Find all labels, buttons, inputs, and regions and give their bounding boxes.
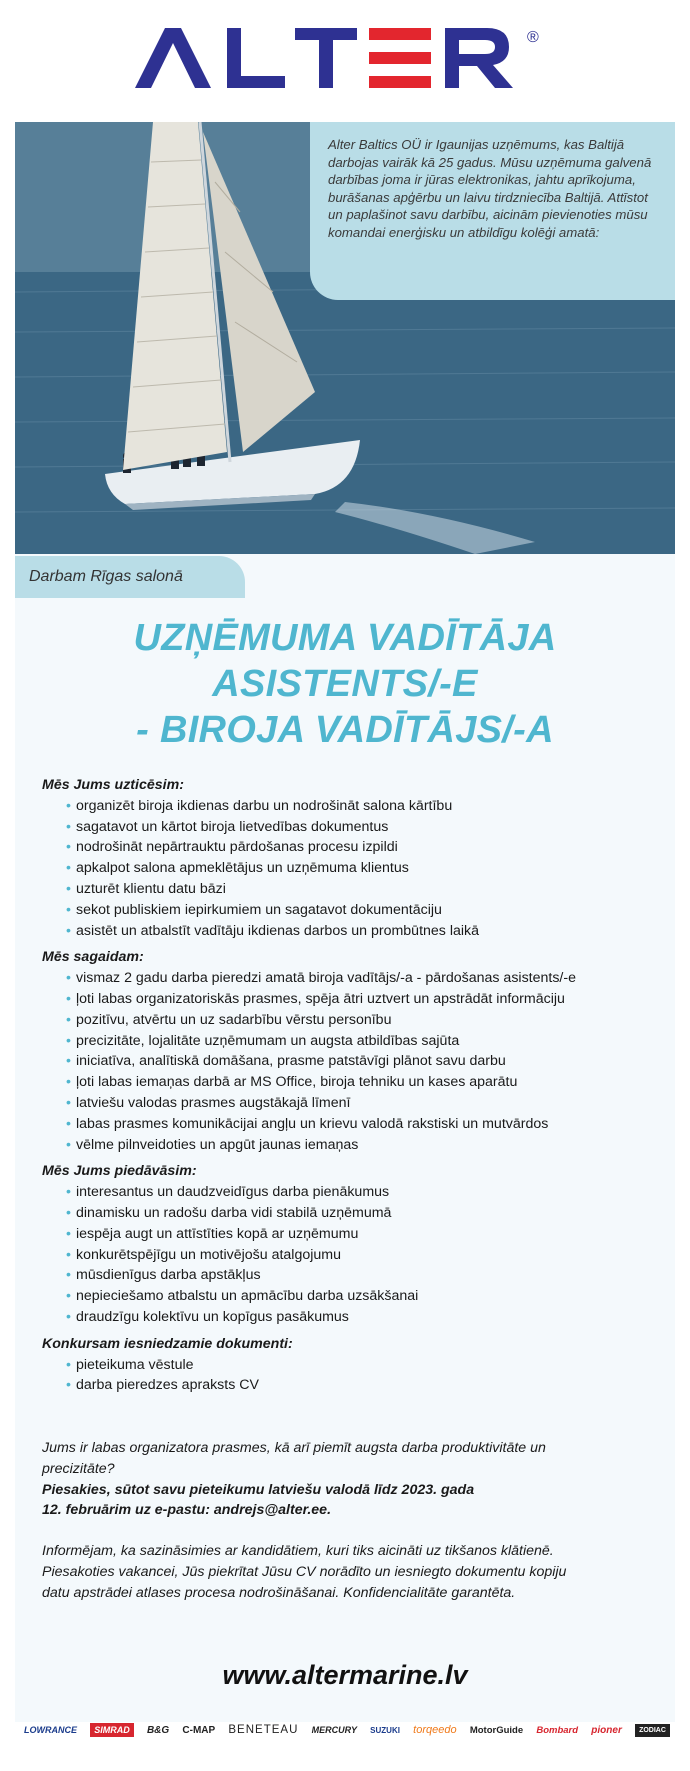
section-title: Konkursam iesniedzamie dokumenti:: [42, 1335, 293, 1352]
notice-line-1: Informējam, ka sazināsimies ar kandidātiem, kuri tiks aicināti uz tikšanos klātienē.: [42, 1543, 554, 1560]
section-title: Mēs sagaidam:: [42, 949, 144, 966]
list-item: • pieteikuma vēstule: [66, 1355, 662, 1376]
question-line-2: precizitāte?: [42, 1460, 115, 1477]
alter-logo: [0, 28, 690, 108]
job-title-line-1: UZŅĒMUMA VADĪTĀJA: [133, 617, 557, 659]
list-item: • draudzīgu kolektīvu un kopīgus pasākumus: [66, 1307, 662, 1328]
apply-line-1: Piesakies, sūtot savu pieteikumu latviešu valodā līdz 2023. gada: [42, 1481, 475, 1498]
list-item: • mūsdienīgus darba apstākļus: [66, 1265, 662, 1286]
list-item: • uzturēt klientu datu bāzi: [66, 879, 662, 900]
responsibilities-list: [42, 796, 662, 942]
list-item: • sekot publiskiem iepirkumiem un sagatavot dokumentāciju: [66, 900, 662, 921]
section-requirements: [42, 947, 662, 1155]
cmap-logo: C-MAP: [182, 1724, 216, 1736]
motorguide-logo: MotorGuide: [469, 1724, 524, 1736]
location-tag-label: Darbam Rīgas salonā: [29, 568, 183, 585]
section-offer: [42, 1161, 662, 1327]
list-item: • organizēt biroja ikdienas darbu un nodrošināt salona kārtību: [66, 796, 662, 817]
section-documents: [42, 1334, 662, 1396]
list-item: • labas prasmes komunikācijai angļu un krievu valodā rakstiski un mutvārdos: [66, 1114, 662, 1135]
closing-text: [42, 1438, 642, 1604]
list-item: • konkurētspējīgu un motivējošu atalgojumu: [66, 1245, 662, 1266]
list-item: • precizitāte, lojalitāte uzņēmumam un augsta atbildības sajūta: [66, 1031, 662, 1052]
job-description: [42, 775, 662, 1402]
list-item: • interesantus un daudzveidīgus darba pienākumus: [66, 1182, 662, 1203]
notice-line-3: datu apstrādei atlases procesa nodrošināšanai. Konfidencialitāte garantēta.: [42, 1584, 516, 1601]
notice-line-2: Piesakoties vakancei, Jūs piekrītat Jūsu CV norādīto un iesniegto dokumentu kopiju: [42, 1563, 567, 1580]
list-item: • vismaz 2 gadu darba pieredzi amatā biroja vadītājs/-a - pārdošanas asistents/-e: [66, 968, 662, 989]
list-item: • ļoti labas iemaņas darbā ar MS Office, biroja tehniku un kases aparātu: [66, 1072, 662, 1093]
job-title-line-2: ASISTENTS/-E: [212, 663, 478, 705]
intro-text: Alter Baltics OÜ ir Igaunijas uzņēmums, kas Baltijā darbojas vairāk kā 25 gadus. Mūsu uzņēmuma galvenā darbības joma ir jūras elektronikas, jahtu aprīkojuma, burāšanas apģērbu un laivu tirdzniecība Baltijā. Attīstot un paplašinot savu darbību, aicinām pievienoties mūsu komandai enerģisku un atbildīgu kolēģi amatā:: [328, 137, 652, 240]
list-item: • nepieciešamo atbalstu un apmācību darba uzsākšanai: [66, 1286, 662, 1307]
pioner-logo: pioner: [591, 1724, 622, 1736]
torqeedo-logo: torqeedo: [413, 1724, 457, 1736]
offer-list: [42, 1182, 662, 1328]
zodiac-logo: ZODIAC: [635, 1724, 670, 1737]
section-title: Mēs Jums piedāvāsim:: [42, 1163, 197, 1180]
requirements-list: [42, 968, 662, 1155]
suzuki-logo: SUZUKI: [370, 1725, 400, 1735]
section-responsibilities: [42, 775, 662, 941]
list-item: • sagatavot un kārtot biroja lietvedības dokumentus: [66, 817, 662, 838]
list-item: • nodrošināt nepārtrauktu pārdošanas procesu izpildi: [66, 837, 662, 858]
list-item: • vēlme pilnveidoties un apgūt jaunas iemaņas: [66, 1135, 662, 1156]
section-title: Mēs Jums uzticēsim:: [42, 777, 184, 793]
registered-mark: ®: [527, 29, 539, 46]
simrad-logo: SIMRAD: [90, 1723, 134, 1737]
job-title: [15, 615, 675, 753]
list-item: • darba pieredzes apraksts CV: [66, 1375, 662, 1396]
beneteau-logo: BENETEAU: [228, 1724, 299, 1736]
apply-line-2: 12. februārim uz e-pastu: andrejs@alter.ee.: [42, 1502, 332, 1519]
job-title-line-3: - BIROJA VADĪTĀJS/-A: [136, 709, 554, 751]
location-tag: [15, 556, 245, 598]
list-item: • dinamisku un radošu darba vidi stabilā uzņēmumā: [66, 1203, 662, 1224]
mercury-logo: MERCURY: [311, 1725, 357, 1735]
list-item: • iespēja augt un attīstīties kopā ar uzņēmumu: [66, 1224, 662, 1245]
documents-list: [42, 1355, 662, 1397]
bombard-logo: Bombard: [536, 1724, 579, 1736]
intro-box: [310, 122, 675, 300]
brand-logos: [24, 1716, 670, 1744]
list-item: • latviešu valodas prasmes augstākajā līmenī: [66, 1093, 662, 1114]
website-link[interactable]: www.altermarine.lv: [222, 1660, 468, 1690]
lowrance-logo: LOWRANCE: [24, 1725, 77, 1735]
list-item: • pozitīvu, atvērtu un uz sadarbību vērstu personību: [66, 1010, 662, 1031]
list-item: • apkalpot salona apmeklētājus un uzņēmuma klientus: [66, 858, 662, 879]
question-line-1: Jums ir labas organizatora prasmes, kā arī piemīt augsta darba produktivitāte un: [42, 1440, 546, 1456]
bandg-logo: B&G: [146, 1724, 170, 1736]
list-item: • ļoti labas organizatoriskās prasmes, spēja ātri uztvert un apstrādāt informāciju: [66, 989, 662, 1010]
list-item: • iniciatīva, analītiskā domāšana, prasme patstāvīgi plānot savu darbu: [66, 1051, 662, 1072]
list-item: • asistēt un atbalstīt vadītāju ikdienas darbos un prombūtnes laikā: [66, 921, 662, 942]
